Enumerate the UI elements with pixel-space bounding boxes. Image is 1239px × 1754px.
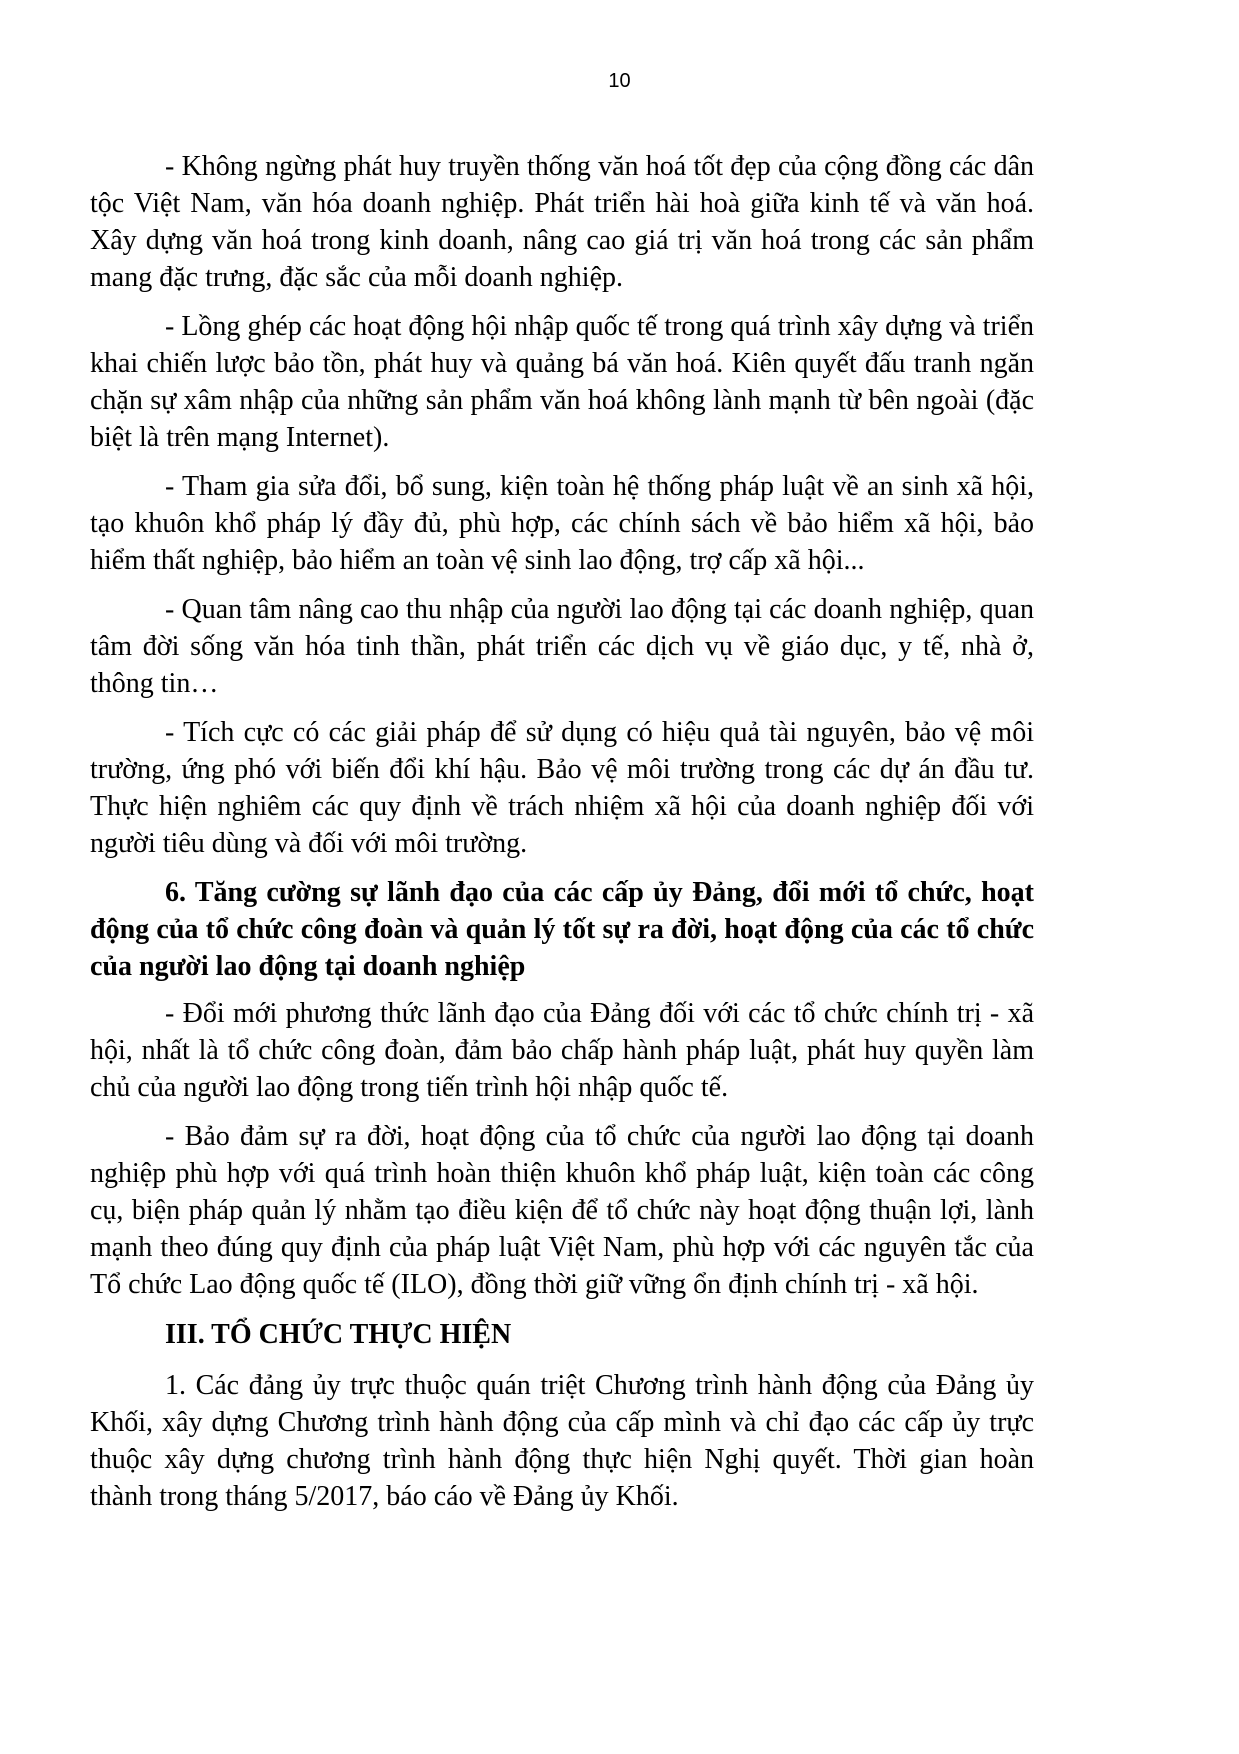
paragraph-implementation-1: 1. Các đảng ủy trực thuộc quán triệt Chương trình hành động của Đảng ủy Khối, xây dựng Chương trình hành động của cấp mình và chỉ đạo các cấp ủy trực thuộc xây dựng chương trình hành động thực hiện Nghị quyết. Thời gian hoàn thành trong tháng 5/2017, báo cáo về Đảng ủy Khối. (90, 1370, 1034, 1512)
paragraph-worker-organizations: - Bảo đảm sự ra đời, hoạt động của tổ chức của người lao động tại doanh nghiệp phù hợp với quá trình hoàn thiện khuôn khổ pháp luật, kiện toàn các công cụ, biện pháp quản lý nhằm tạo điều kiện để tổ chức này hoạt động thuận lợi, lành mạnh theo đúng quy định của pháp luật Việt Nam, phù hợp với các nguyên tắc của Tổ chức Lao động quốc tế (ILO), đồng thời giữ vững ổn định chính trị - xã hội. (90, 1121, 1034, 1300)
page-number: 10 (608, 70, 631, 92)
heading-section-iii: III. TỔ CHỨC THỰC HIỆN (165, 1319, 512, 1350)
paragraph-party-leadership: - Đổi mới phương thức lãnh đạo của Đảng đối với các tổ chức chính trị - xã hội, nhất là tổ chức công đoàn, đảm bảo chấp hành pháp luật, phát huy quyền làm chủ của người lao động trong tiến trình hội nhập quốc tế. (90, 998, 1034, 1103)
paragraph-environment: - Tích cực có các giải pháp để sử dụng có hiệu quả tài nguyên, bảo vệ môi trường, ứng phó với biến đổi khí hậu. Bảo vệ môi trường trong các dự án đầu tư. Thực hiện nghiêm các quy định về trách nhiệm xã hội của doanh nghiệp đối với người tiêu dùng và đối với môi trường. (90, 717, 1034, 859)
paragraph-social-security: - Tham gia sửa đổi, bổ sung, kiện toàn hệ thống pháp luật về an sinh xã hội, tạo khuôn khổ pháp lý đầy đủ, phù hợp, các chính sách về bảo hiểm xã hội, bảo hiểm thất nghiệp, bảo hiểm an toàn vệ sinh lao động, trợ cấp xã hội... (90, 471, 1034, 576)
paragraph-income: - Quan tâm nâng cao thu nhập của người lao động tại các doanh nghiệp, quan tâm đời sống văn hóa tinh thần, phát triển các dịch vụ về giáo dục, y tế, nhà ở, thông tin… (90, 594, 1034, 699)
paragraph-culture: - Không ngừng phát huy truyền thống văn hoá tốt đẹp của cộng đồng các dân tộc Việt Nam, văn hóa doanh nghiệp. Phát triển hài hoà giữa kinh tế và văn hoá. Xây dựng văn hoá trong kinh doanh, nâng cao giá trị văn hoá trong các sản phẩm mang đặc trưng, đặc sắc của mỗi doanh nghiệp. (90, 151, 1034, 293)
heading-section-6: 6. Tăng cường sự lãnh đạo của các cấp ủy Đảng, đổi mới tổ chức, hoạt động của tổ chức công đoàn và quản lý tốt sự ra đời, hoạt động của các tổ chức của người lao động tại doanh nghiệp (90, 877, 1034, 982)
document-body (90, 148, 1034, 1527)
paragraph-integration: - Lồng ghép các hoạt động hội nhập quốc tế trong quá trình xây dựng và triển khai chiến lược bảo tồn, phát huy và quảng bá văn hoá. Kiên quyết đấu tranh ngăn chặn sự xâm nhập của những sản phẩm văn hoá không lành mạnh từ bên ngoài (đặc biệt là trên mạng Internet). (90, 311, 1034, 453)
